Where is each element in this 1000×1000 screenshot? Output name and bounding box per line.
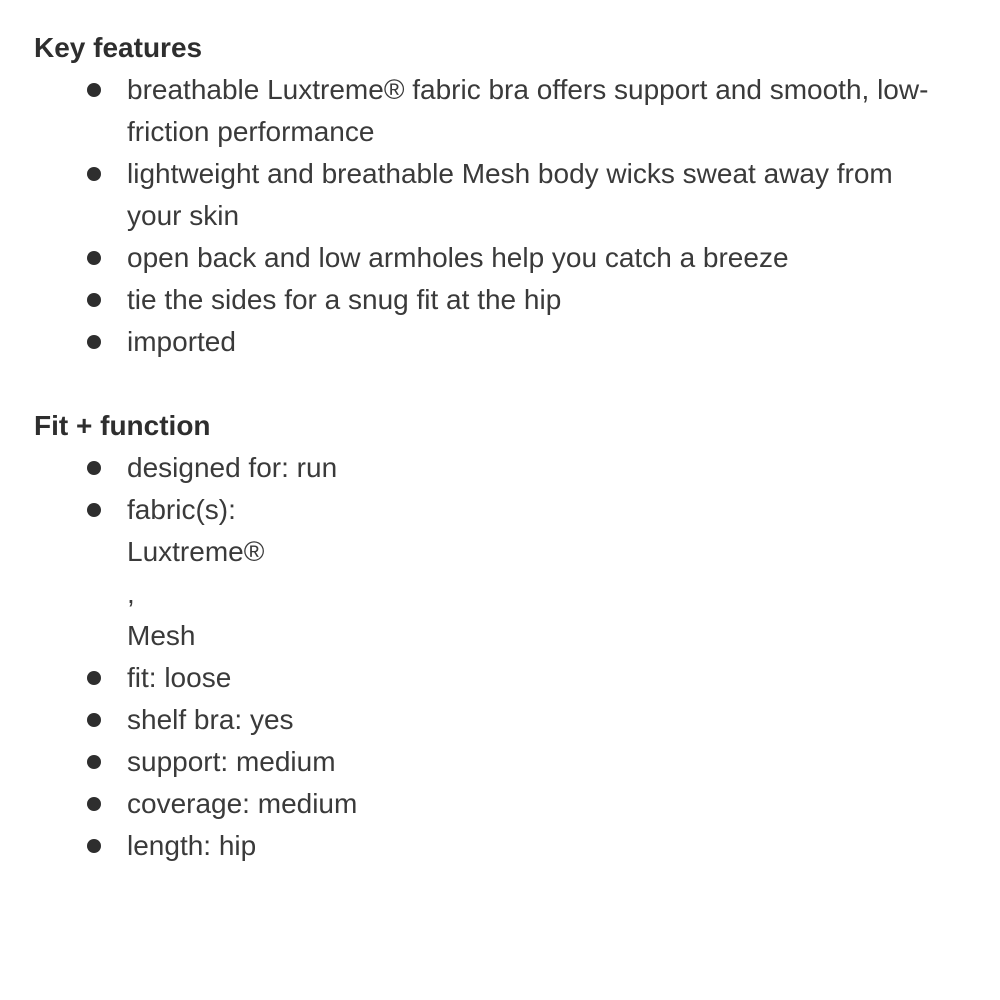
fabric-separator: ,	[127, 578, 135, 609]
fit-function-list	[34, 447, 974, 867]
list-item: length: hip	[127, 825, 974, 867]
fabrics-label: fabric(s):	[127, 494, 236, 525]
list-item: imported	[127, 321, 974, 363]
key-features-heading: Key features	[34, 32, 203, 63]
list-item: support: medium	[127, 741, 974, 783]
fabric-mesh: Mesh	[127, 620, 196, 651]
list-item-fabrics	[127, 489, 974, 657]
list-item: designed for: run	[127, 447, 974, 489]
list-item: breathable Luxtreme® fabric bra offers support and smooth, low-friction performance	[127, 69, 947, 153]
list-item: fit: loose	[127, 657, 974, 699]
list-item: lightweight and breathable Mesh body wicks sweat away from your skin	[127, 153, 927, 237]
list-item: shelf bra: yes	[127, 699, 974, 741]
list-item: tie the sides for a snug fit at the hip	[127, 279, 974, 321]
fit-function-heading: Fit + function	[34, 410, 211, 441]
key-features-list	[34, 69, 974, 363]
section-spacer	[34, 363, 974, 405]
list-item: open back and low armholes help you catch a breeze	[127, 237, 974, 279]
list-item: coverage: medium	[127, 783, 974, 825]
product-details	[34, 27, 974, 867]
fabric-luxtreme: Luxtreme®	[127, 536, 265, 567]
